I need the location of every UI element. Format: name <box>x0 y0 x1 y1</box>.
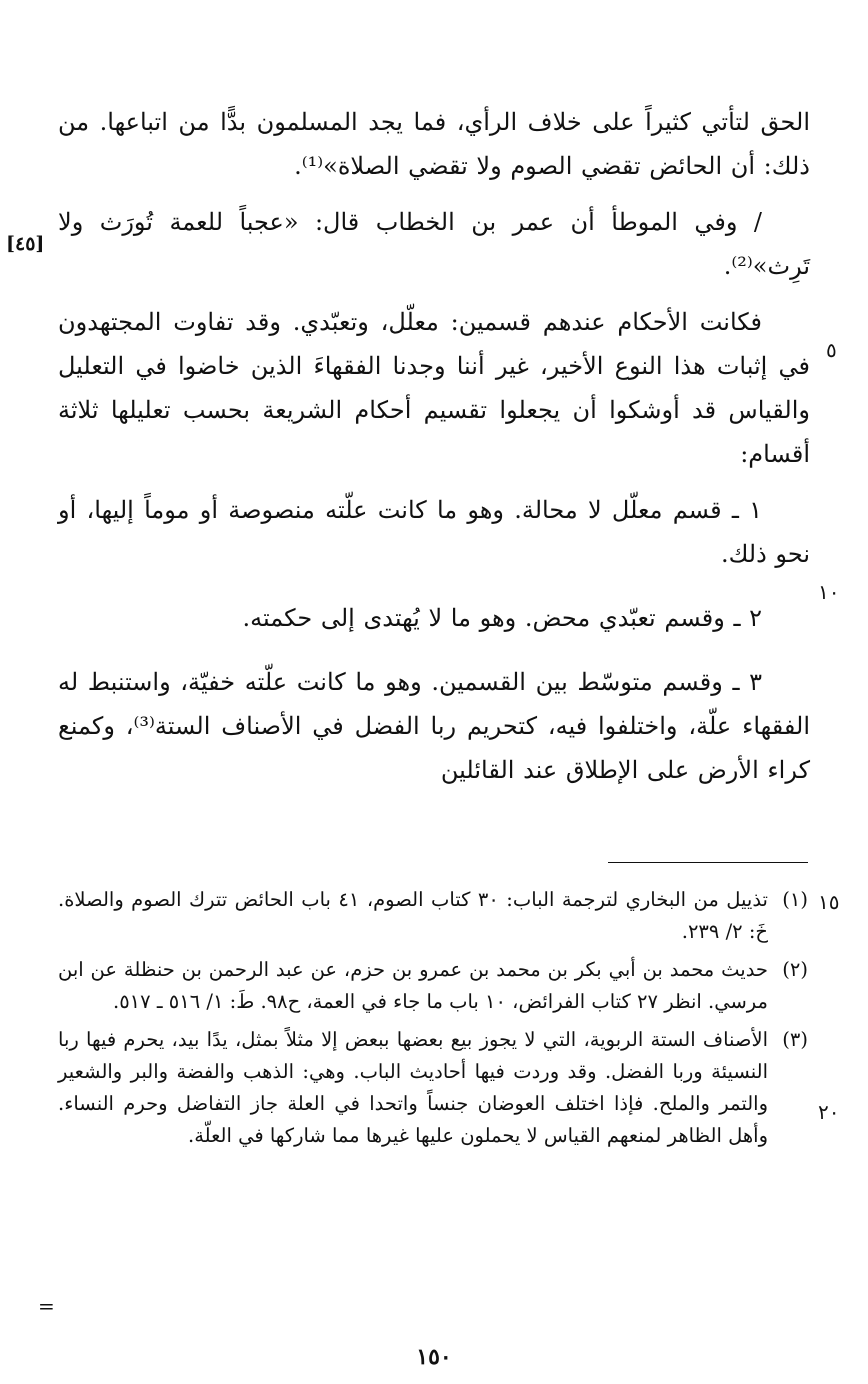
line-number-20: ٢٠ <box>818 1100 840 1124</box>
paragraph-4: ١ ـ قسم معلّل لا محالة. وهو ما كانت علّته منصوصة أو موماً إليها، أو نحو ذلك. <box>58 496 810 568</box>
paragraph-1: الحق لتأتي كثيراً على خلاف الرأي، فما يجد المسلمون بدًّا من اتباعها. من ذلك: أن الحائض تقضي الصوم ولا تقضي الصلاة»⁽¹⁾. <box>58 108 810 180</box>
paragraph-2: / وفي الموطأ أن عمر بن الخطاب قال: «عجباً للعمة تُورَث ولا تَرِث»⁽²⁾. <box>58 208 810 280</box>
footnote-text: حديث محمد بن أبي بكر بن محمد بن عمرو بن حزم، عن عبد الرحمن بن حنظلة عن ابن مرسي. انظر ٢٧ كتاب الفرائض، ١٠ باب ما جاء في العمة، ح٩٨. طَ: ١/ ٥١٦ ـ ٥١٧. <box>58 958 768 1013</box>
footnote-text: تذييل من البخاري لترجمة الباب: ٣٠ كتاب الصوم، ٤١ باب الحائض تترك الصوم والصلاة. خَ: ٢/ ٢٣٩. <box>58 888 768 943</box>
footnote-1 <box>58 884 808 948</box>
footnotes <box>58 884 808 1152</box>
page-number: ١٥٠ <box>416 1344 452 1370</box>
paragraph-5: ٢ ـ وقسم تعبّدي محض. وهو ما لا يُهتدى إلى حكمته. <box>242 604 762 632</box>
continuation-mark: = <box>38 1294 55 1318</box>
margin-page-reference: [٤٥] <box>6 233 45 255</box>
line-number-5: ٥ <box>826 338 837 362</box>
paragraph-3: فكانت الأحكام عندهم قسمين: معلّل، وتعبّدي. وقد تفاوت المجتهدون في إثبات هذا النوع الأخير، غير أننا وجدنا الفقهاءَ الذين خاضوا في التعليل والقياس قد أوشكوا أن يجعلوا تقسيم أحكام الشريعة بحسب تعليلها ثلاثة أقسام: <box>58 308 810 468</box>
line-number-10: ١٠ <box>818 580 840 604</box>
footnote-text: الأصناف الستة الربوية، التي لا يجوز بيع بعضها ببعض إلا مثلاً بمثل، يدًا بيد، يحرم فيها ربا النسيئة وربا الفضل. وقد وردت فيها أحاديث الباب. وهي: الذهب والفضة والبر والشعير والتمر والملح. فإذا اختلف العوضان جنساً واتحدا في العلة جاز التفاضل وحرم النساء. وأهل الظاهر لمنعهم القياس لا يحملون عليها غيرها مما شاركها في العلّة. <box>58 1028 768 1147</box>
main-text <box>58 100 810 792</box>
footnote-separator <box>608 862 808 863</box>
footnote-number: (٢) <box>782 958 808 981</box>
footnote-number: (٣) <box>782 1028 808 1051</box>
footnote-number: (١) <box>782 888 808 911</box>
paragraph-6: ٣ ـ وقسم متوسّط بين القسمين. وهو ما كانت علّته خفيّة، واستنبط له الفقهاء علّة، واختلفوا فيه، كتحريم ربا الفضل في الأصناف الستة⁽³⁾، وكمنع كراء الأرض على الإطلاق عند القائلين <box>58 668 810 784</box>
footnote-3 <box>58 1024 808 1152</box>
line-number-15: ١٥ <box>818 890 840 914</box>
footnote-2 <box>58 954 808 1018</box>
